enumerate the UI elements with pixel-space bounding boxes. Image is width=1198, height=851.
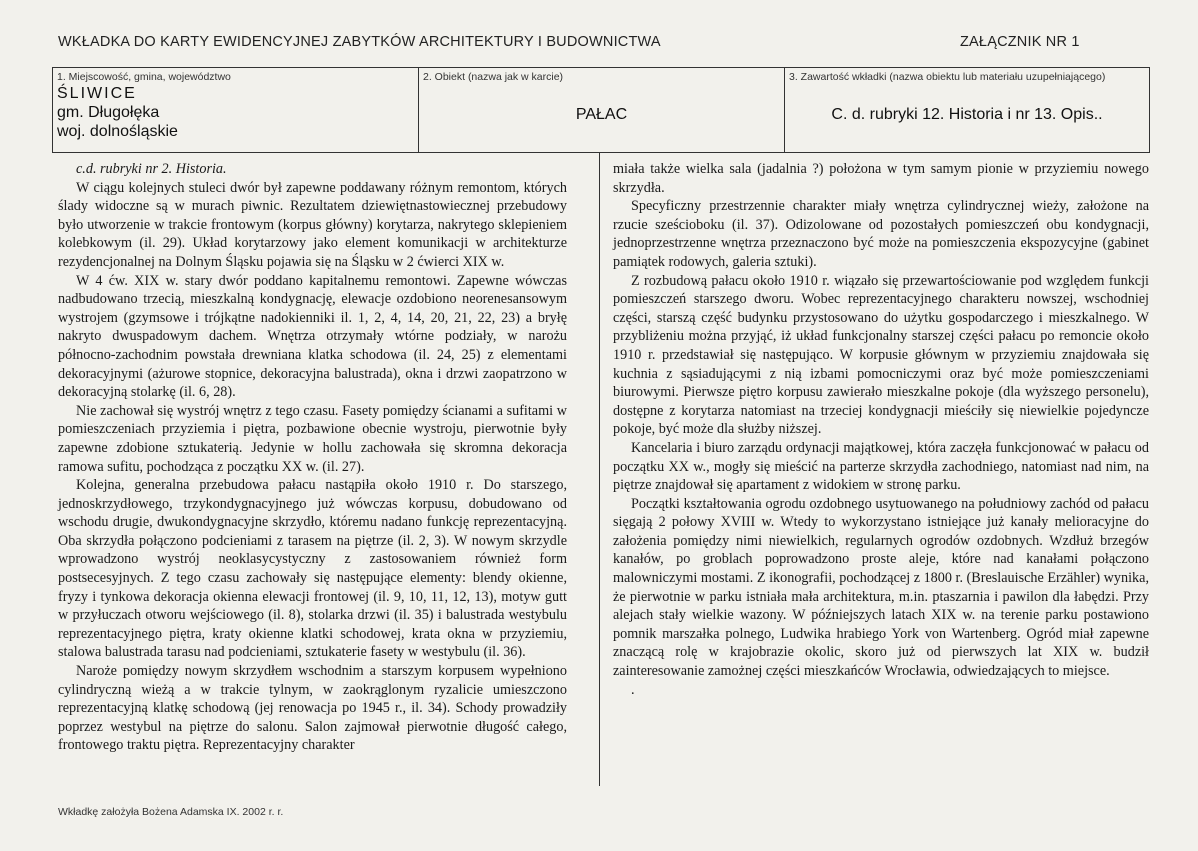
paragraph: Kancelaria i biuro zarządu ordynacji majątkowej, która zaczęła funkcjonować w pałacu od początku XX w., mogły się mieścić na parterze skrzydła zachodniego, natomiast nad nim, na piętrze znajdował się apartament z widokiem w stronę parku. — [613, 439, 1149, 494]
right-text-column — [613, 160, 1149, 699]
section-heading: c.d. rubryki nr 2. Historia. — [76, 161, 227, 177]
paragraph: Specyficzny przestrzennie charakter miały wnętrza cylindrycznej wieży, założone na rzucie sześcioboku (il. 37). Odizolowane od pozostałych pomieszczeń obu kondygnacji, jednoprzestrzenne wnętrza przeznaczono być może na pomieszczenia ekspozycyjne (gabinet pamiątek rodowych, galeria sztuki). — [613, 198, 1149, 270]
column-divider — [599, 153, 600, 786]
object-value: PAŁAC — [575, 106, 628, 123]
town-name: ŚLIWICE — [57, 85, 137, 102]
document-title: WKŁADKA DO KARTY EWIDENCYJNEJ ZABYTKÓW ARCHITEKTURY I BUDOWNICTWA — [58, 34, 661, 50]
paragraph: miała także wielka sala (jadalnia ?) położona w tym samym pionie w przyziemiu nowego skrzydła. — [613, 161, 1149, 196]
contents-value: C. d. rubryki 12. Historia i nr 13. Opis.. — [831, 106, 1103, 123]
paragraph: Naroże pomiędzy nowym skrzydłem wschodnim a starszym korpusem wypełniono cylindryczną wieżą a w trakcie tylnym, w zaokrąglonym ryzalicie umieszczono reprezentacyjną klatkę schodową (jej renowacja po 1945 r., il. 34). Schody prowadziły poprzez westybul na piętrze do salonu. Salon zajmował pierwotnie długość całego, frontowego traktu piętra. Reprezentacyjny charakter — [58, 663, 567, 754]
paragraph: Z rozbudową pałacu około 1910 r. wiązało się przewartościowanie pod względem funkcji pomieszczeń starszego dworu. Wobec reprezentacyjnego charakteru nowszej, wschodniej części, starszą część budynku przystosowano do użytku gospodarczego i mieszkalnego. W przybliżeniu można przyjąć, iż układ funkcjonalny starszej części pałacu po remoncie około 1910 r. przedstawiał się następująco. W korpusie głównym w przyziemiu znajdowała się kuchnia z sąsiadującymi z nią izbami pomocniczymi oraz być może pomieszczeniami biurowymi. Pierwsze piętro korpusu zawierało mieszkalne pokoje (dla wyższego personelu), dostępne z korytarza natomiast na trzeciej kondygnacji mieściły się niewielkie pojedyncze pokoje, być może dla służby niższej. — [613, 272, 1149, 438]
paragraph: W 4 ćw. XIX w. stary dwór poddano kapitalnemu remontowi. Zapewne wówczas nadbudowano trzecią, mieszkalną kondygnację, elewacje ozdobiono neorenesansowym wystrojem (gzymsowe i trójkątne nadokienniki il. 1, 2, 4, 14, 20, 21, 22, 23) a bryłę nakryto dwuspadowym dachem. Wnętrza otrzymały wtórne podziały, w narożu północno-zachodnim powstała drewniana klatka schodowa (il. 24, 25) z elementami dekoracyjnymi (ażurowe stopnice, dekoracyjna balustrada), okna i drzwi zaopatrzono w dekoracyjną stolarkę (il. 6, 28). — [58, 272, 567, 401]
location-caption: 1. Miejscowość, gmina, województwo — [57, 71, 231, 83]
commune-name: gm. Długołęka — [57, 104, 160, 121]
left-text-column — [58, 160, 567, 755]
object-field — [418, 67, 785, 153]
paragraph: Kolejna, generalna przebudowa pałacu nastąpiła około 1910 r. Do starszego, jednoskrzydłowego, trzykondygnacyjnego już wówczas korpusu, dobudowano od wschodu drugie, dwukondygnacyjne skrzydło, któremu nadano funkcję reprezentacyjną. Oba skrzydła połączono podcieniami z tarasem na piętrze (il. 2, 3). W nowym skrzydle wprowadzono wystrój neoklasycystyczny z zastosowaniem również form postsecesyjnych. Z tego czasu zachowały się następujące elementy: blendy okienne, fryzy i tynkowa dekoracja okienna elewacji frontowej (il. 9, 10, 11, 12, 13), motyw gutt w przyłuczach otworu wejściowego (il. 8), stolarka drzwi (il. 35) i balustrada westybulu reprezentacyjnego piętra, kraty okienne klatki schodowej, krata okna w przyziemiu, stalowa balustrada tarasu nad podcieniami, sztukaterie fasety w westybulu (il. 36). — [58, 477, 567, 661]
object-caption: 2. Obiekt (nazwa jak w karcie) — [423, 71, 564, 83]
stray-dot: . — [631, 681, 635, 698]
annex-label: ZAŁĄCZNIK NR 1 — [960, 34, 1080, 50]
location-field — [52, 67, 419, 153]
contents-caption: 3. Zawartość wkładki (nazwa obiektu lub materiału uzupełniającego) — [789, 71, 1106, 83]
voivodeship-name: woj. dolnośląskie — [57, 123, 178, 140]
location-value — [57, 84, 178, 141]
author-note: Wkładkę założyła Bożena Adamska IX. 2002 r. r. — [58, 806, 284, 818]
paragraph: Nie zachował się wystrój wnętrz z tego czasu. Fasety pomiędzy ścianami a sufitami w pomieszczeniach przyziemia i piętra, pozbawione obecnie wystroju, pierwotnie były zapewne zdobione sztukaterią. Jedynie w hollu zachowała się skromna dekoracja ramowa sufitu, pochodząca z początku XX w. (il. 27). — [58, 402, 567, 475]
contents-field — [784, 67, 1150, 153]
paragraph: Początki kształtowania ogrodu ozdobnego usytuowanego na południowy zachód od pałacu sięgają 2 połowy XVIII w. Wtedy to wykorzystano istniejące już kanały melioracyjne do założenia pomiędzy nimi niewielkich, regularnych ogrodów ozdobnych. Wzdłuż brzegów kanałów, po groblach poprowadzono proste aleje, które nad kanałami połączono malowniczymi mostami. Z ikonografii, pochodzącej z 1800 r. (Breslauische Erzähler) wynika, że pierwotnie w parku istniała mała architektura, m.in. ptaszarnia i pawilon dla łabędzi. Przy alejach stały wielkie wazony. W późniejszych latach XIX w. na terenie parku postawiono pomnik marszałka polnego, Ludwika hrabiego York von Wartenberg. Ogród miał zapewne znaczącą rolę w krajobrazie okolic, skoro już od pierwszych lat XIX w. budził zainteresowanie zamożnej części mieszkańców Wrocławia, odwiedzających to miejsce. — [613, 495, 1149, 680]
paragraph: W ciągu kolejnych stuleci dwór był zapewne poddawany różnym remontom, których ślady widoczne są w murach piwnic. Rezultatem dziewiętnastowiecznej przebudowy było utworzenie w trakcie frontowym (korpus główny) korytarza, nakrytego sklepieniem kolebkowym (il. 29). Układ korytarzowy jako element komunikacji w architekturze rezydencjonalnej na Dolnym Śląsku pojawia się na Śląsku w 2 ćwierci XIX w. — [58, 179, 567, 270]
